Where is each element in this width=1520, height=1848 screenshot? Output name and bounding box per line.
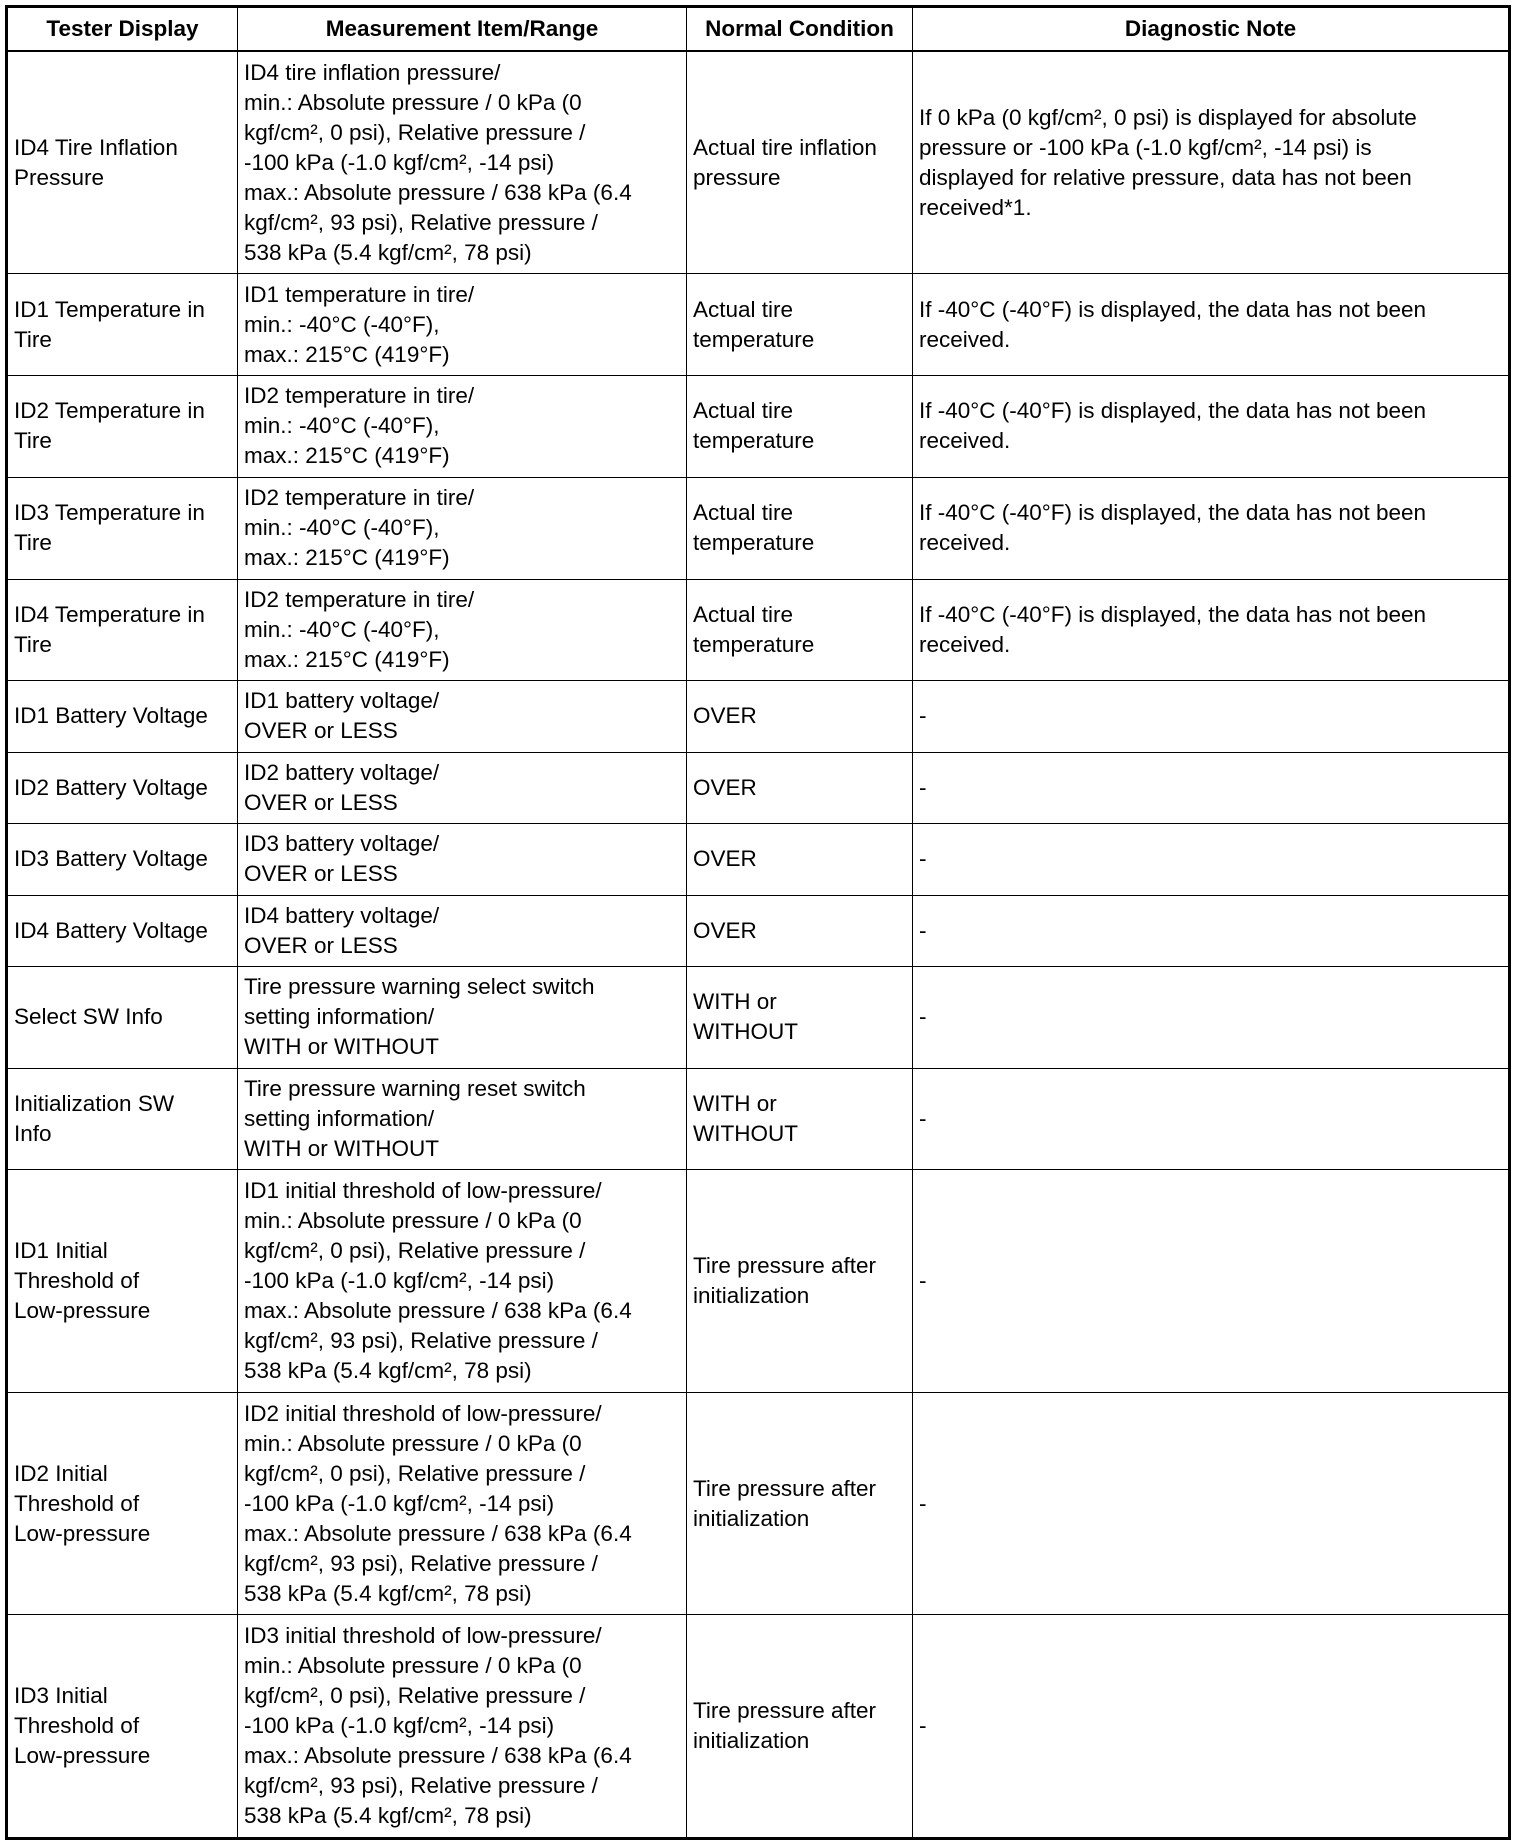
diagnostic-note-cell: If -40°C (-40°F) is displayed, the data has not been received. xyxy=(913,376,1510,478)
header-tester-display: Tester Display xyxy=(7,7,238,52)
tester-data-table xyxy=(5,5,1511,1840)
tester-display-cell: ID3 Initial Threshold of Low-pressure xyxy=(7,1615,238,1839)
normal-condition-cell: Tire pressure after initialization xyxy=(687,1392,913,1614)
normal-condition-cell: Actual tire temperature xyxy=(687,477,913,579)
measurement-cell: ID4 tire inflation pressure/ min.: Absolute pressure / 0 kPa (0 kgf/cm², 0 psi), Relative pressure / -100 kPa (-1.0 kgf/cm², -14 psi) max.: Absolute pressure / 638 kPa (6.4 kgf/cm², 93 psi), Relative pressure / 538 kPa (5.4 kgf/cm², 78 psi) xyxy=(238,51,687,274)
diagnostic-note-cell: - xyxy=(913,681,1510,752)
measurement-cell: ID3 initial threshold of low-pressure/ min.: Absolute pressure / 0 kPa (0 kgf/cm², 0 psi), Relative pressure / -100 kPa (-1.0 kgf/cm², -14 psi) max.: Absolute pressure / 638 kPa (6.4 kgf/cm², 93 psi), Relative pressure / 538 kPa (5.4 kgf/cm², 78 psi) xyxy=(238,1615,687,1839)
measurement-cell: Tire pressure warning reset switch setting information/ WITH or WITHOUT xyxy=(238,1068,687,1170)
table-row xyxy=(7,274,1510,376)
tester-display-cell: ID4 Temperature in Tire xyxy=(7,579,238,681)
normal-condition-cell: WITH or WITHOUT xyxy=(687,1068,913,1170)
diagnostic-note-cell: If -40°C (-40°F) is displayed, the data has not been received. xyxy=(913,477,1510,579)
tester-display-cell: ID2 Battery Voltage xyxy=(7,752,238,823)
measurement-cell: ID1 initial threshold of low-pressure/ min.: Absolute pressure / 0 kPa (0 kgf/cm², 0 psi), Relative pressure / -100 kPa (-1.0 kgf/cm², -14 psi) max.: Absolute pressure / 638 kPa (6.4 kgf/cm², 93 psi), Relative pressure / 538 kPa (5.4 kgf/cm², 78 psi) xyxy=(238,1170,687,1392)
measurement-cell: ID2 temperature in tire/ min.: -40°C (-40°F), max.: 215°C (419°F) xyxy=(238,376,687,478)
measurement-cell: Tire pressure warning select switch setting information/ WITH or WITHOUT xyxy=(238,967,687,1069)
table-header xyxy=(7,7,1510,52)
diagnostic-note-cell: - xyxy=(913,1170,1510,1392)
diagnostic-note-cell: - xyxy=(913,824,1510,895)
tester-display-cell: ID2 Temperature in Tire xyxy=(7,376,238,478)
tester-display-cell: ID1 Initial Threshold of Low-pressure xyxy=(7,1170,238,1392)
measurement-cell: ID2 temperature in tire/ min.: -40°C (-40°F), max.: 215°C (419°F) xyxy=(238,477,687,579)
normal-condition-cell: Actual tire inflation pressure xyxy=(687,51,913,274)
tester-display-cell: ID4 Battery Voltage xyxy=(7,895,238,966)
diagnostic-note-cell: - xyxy=(913,1068,1510,1170)
table-row xyxy=(7,1170,1510,1392)
header-diagnostic-note: Diagnostic Note xyxy=(913,7,1510,52)
measurement-cell: ID3 battery voltage/ OVER or LESS xyxy=(238,824,687,895)
normal-condition-cell: OVER xyxy=(687,824,913,895)
tester-display-cell: ID3 Temperature in Tire xyxy=(7,477,238,579)
normal-condition-cell: OVER xyxy=(687,752,913,823)
table-row xyxy=(7,681,1510,752)
normal-condition-cell: OVER xyxy=(687,895,913,966)
measurement-cell: ID4 battery voltage/ OVER or LESS xyxy=(238,895,687,966)
header-row xyxy=(7,7,1510,52)
normal-condition-cell: Tire pressure after initialization xyxy=(687,1170,913,1392)
table-row xyxy=(7,1615,1510,1839)
normal-condition-cell: Tire pressure after initialization xyxy=(687,1615,913,1839)
table-row xyxy=(7,1392,1510,1614)
measurement-cell: ID1 battery voltage/ OVER or LESS xyxy=(238,681,687,752)
table-row xyxy=(7,824,1510,895)
tester-display-cell: Initialization SW Info xyxy=(7,1068,238,1170)
tester-display-cell: ID4 Tire Inflation Pressure xyxy=(7,51,238,274)
measurement-cell: ID2 temperature in tire/ min.: -40°C (-40°F), max.: 215°C (419°F) xyxy=(238,579,687,681)
tester-display-cell: Select SW Info xyxy=(7,967,238,1069)
header-measurement-item-range: Measurement Item/Range xyxy=(238,7,687,52)
table-row xyxy=(7,579,1510,681)
diagnostic-note-cell: If -40°C (-40°F) is displayed, the data has not been received. xyxy=(913,274,1510,376)
table-row xyxy=(7,376,1510,478)
tester-display-cell: ID1 Battery Voltage xyxy=(7,681,238,752)
diagnostic-note-cell: - xyxy=(913,752,1510,823)
table-row xyxy=(7,752,1510,823)
measurement-cell: ID2 initial threshold of low-pressure/ min.: Absolute pressure / 0 kPa (0 kgf/cm², 0 psi), Relative pressure / -100 kPa (-1.0 kgf/cm², -14 psi) max.: Absolute pressure / 638 kPa (6.4 kgf/cm², 93 psi), Relative pressure / 538 kPa (5.4 kgf/cm², 78 psi) xyxy=(238,1392,687,1614)
diagnostic-note-cell: If 0 kPa (0 kgf/cm², 0 psi) is displayed for absolute pressure or -100 kPa (-1.0 kgf/cm², -14 psi) is displayed for relative pressure, data has not been received*1. xyxy=(913,51,1510,274)
table-row xyxy=(7,967,1510,1069)
measurement-cell: ID2 battery voltage/ OVER or LESS xyxy=(238,752,687,823)
diagnostic-note-cell: - xyxy=(913,967,1510,1069)
table-row xyxy=(7,477,1510,579)
normal-condition-cell: Actual tire temperature xyxy=(687,579,913,681)
diagnostic-note-cell: If -40°C (-40°F) is displayed, the data has not been received. xyxy=(913,579,1510,681)
tester-display-cell: ID1 Temperature in Tire xyxy=(7,274,238,376)
diagnostic-note-cell: - xyxy=(913,895,1510,966)
diagnostic-note-cell: - xyxy=(913,1392,1510,1614)
diagnostic-note-cell: - xyxy=(913,1615,1510,1839)
normal-condition-cell: OVER xyxy=(687,681,913,752)
tester-display-cell: ID2 Initial Threshold of Low-pressure xyxy=(7,1392,238,1614)
normal-condition-cell: Actual tire temperature xyxy=(687,376,913,478)
normal-condition-cell: WITH or WITHOUT xyxy=(687,967,913,1069)
normal-condition-cell: Actual tire temperature xyxy=(687,274,913,376)
tester-display-cell: ID3 Battery Voltage xyxy=(7,824,238,895)
header-normal-condition: Normal Condition xyxy=(687,7,913,52)
table-body xyxy=(7,51,1510,1839)
table-row xyxy=(7,895,1510,966)
table-row xyxy=(7,1068,1510,1170)
table-row xyxy=(7,51,1510,274)
measurement-cell: ID1 temperature in tire/ min.: -40°C (-40°F), max.: 215°C (419°F) xyxy=(238,274,687,376)
